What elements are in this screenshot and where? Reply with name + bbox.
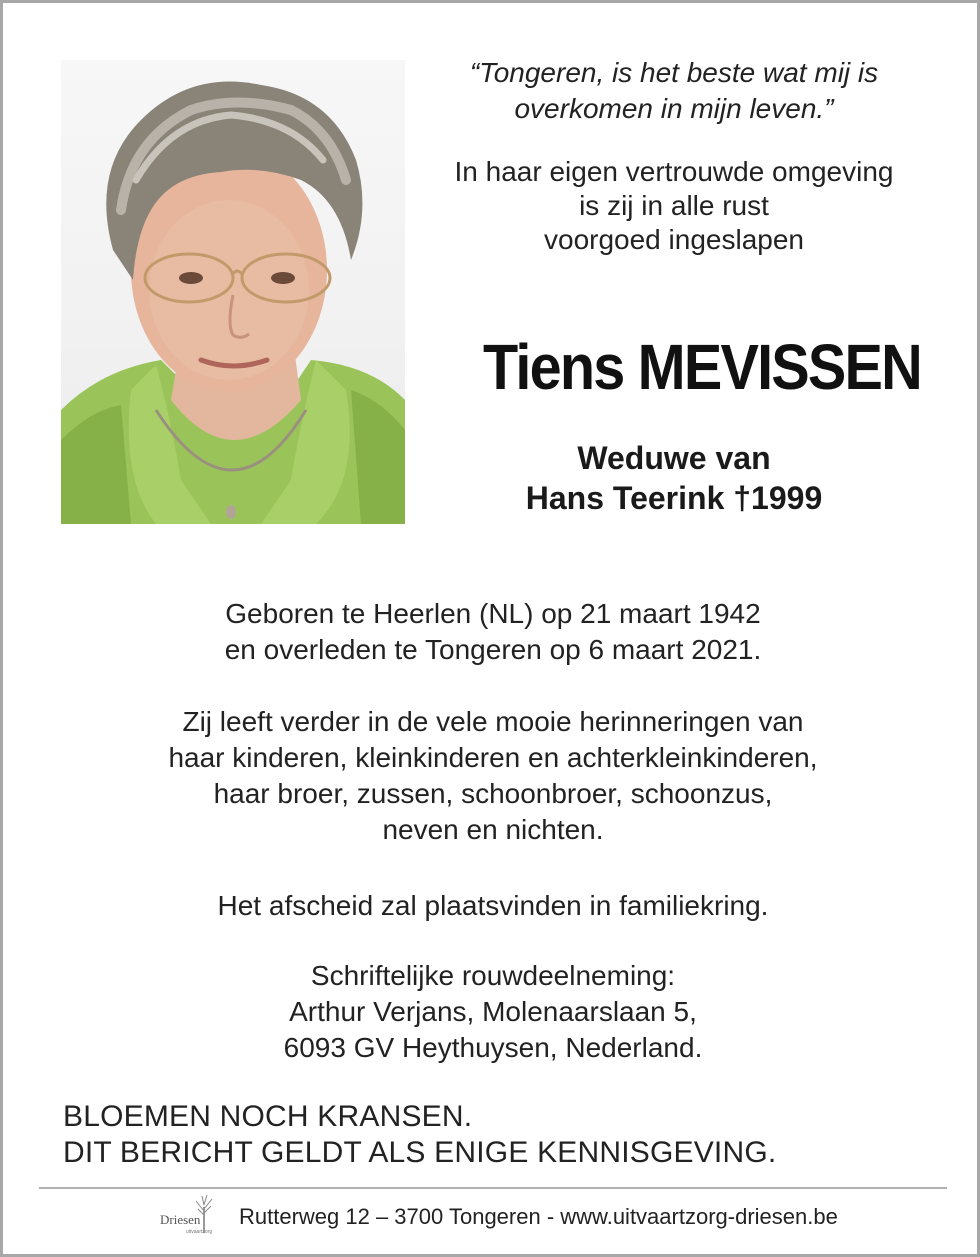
portrait-photo <box>61 60 405 524</box>
funeral-home-address: Rutterweg 12 – 3700 Tongeren - www.uitvaartzorg-driesen.be <box>239 1204 838 1229</box>
notice-line: DIT BERICHT GELDT ALS ENIGE KENNISGEVING. <box>63 1136 777 1169</box>
quote-line: “Tongeren, is het beste wat mij is <box>469 57 879 88</box>
driesen-logo <box>158 1193 226 1237</box>
family-line: haar broer, zussen, schoonbroer, schoonzus, <box>213 778 773 809</box>
tree-logo-icon <box>158 1193 226 1237</box>
spouse-info <box>419 438 929 518</box>
notice-line: BLOEMEN NOCH KRANSEN. <box>63 1100 473 1133</box>
intro-line: voorgoed ingeslapen <box>544 224 804 255</box>
family-line: neven en nichten. <box>382 814 604 845</box>
intro-line: In haar eigen vertrouwde omgeving <box>454 156 894 187</box>
birth-death <box>3 596 980 668</box>
condolence-line: Schriftelijke rouwdeelneming: <box>310 960 676 991</box>
family-line: haar kinderen, kleinkinderen en achterkleinkinderen, <box>168 742 818 773</box>
logo-text: Driesen <box>160 1212 201 1227</box>
spouse-line: Weduwe van <box>577 440 771 476</box>
quote <box>419 55 929 127</box>
condolence-line: 6093 GV Heythuysen, Nederland. <box>283 1032 703 1063</box>
birth-death-line: Geboren te Heerlen (NL) op 21 maart 1942 <box>225 598 761 629</box>
family-mention <box>3 704 980 848</box>
quote-line: overkomen in mijn leven.” <box>514 93 834 124</box>
family-line: Zij leeft verder in de vele mooie herinneringen van <box>182 706 804 737</box>
condolence-line: Arthur Verjans, Molenaarslaan 5, <box>289 996 697 1027</box>
intro <box>419 155 929 257</box>
birth-death-line: en overleden te Tongeren op 6 maart 2021. <box>224 634 762 665</box>
portrait-illustration <box>61 60 405 524</box>
logo-subtext: uitvaartzorg <box>186 1229 213 1235</box>
farewell-note: Het afscheid zal plaatsvinden in familiekring. <box>217 890 769 921</box>
deceased-name: Tiens MEVISSEN <box>483 331 921 403</box>
footer-divider <box>39 1187 947 1189</box>
intro-line: is zij in alle rust <box>579 190 769 221</box>
notices <box>63 1099 943 1171</box>
condolence-address <box>3 958 980 1066</box>
header-text <box>419 55 929 257</box>
spouse-line: Hans Teerink †1999 <box>525 480 823 516</box>
